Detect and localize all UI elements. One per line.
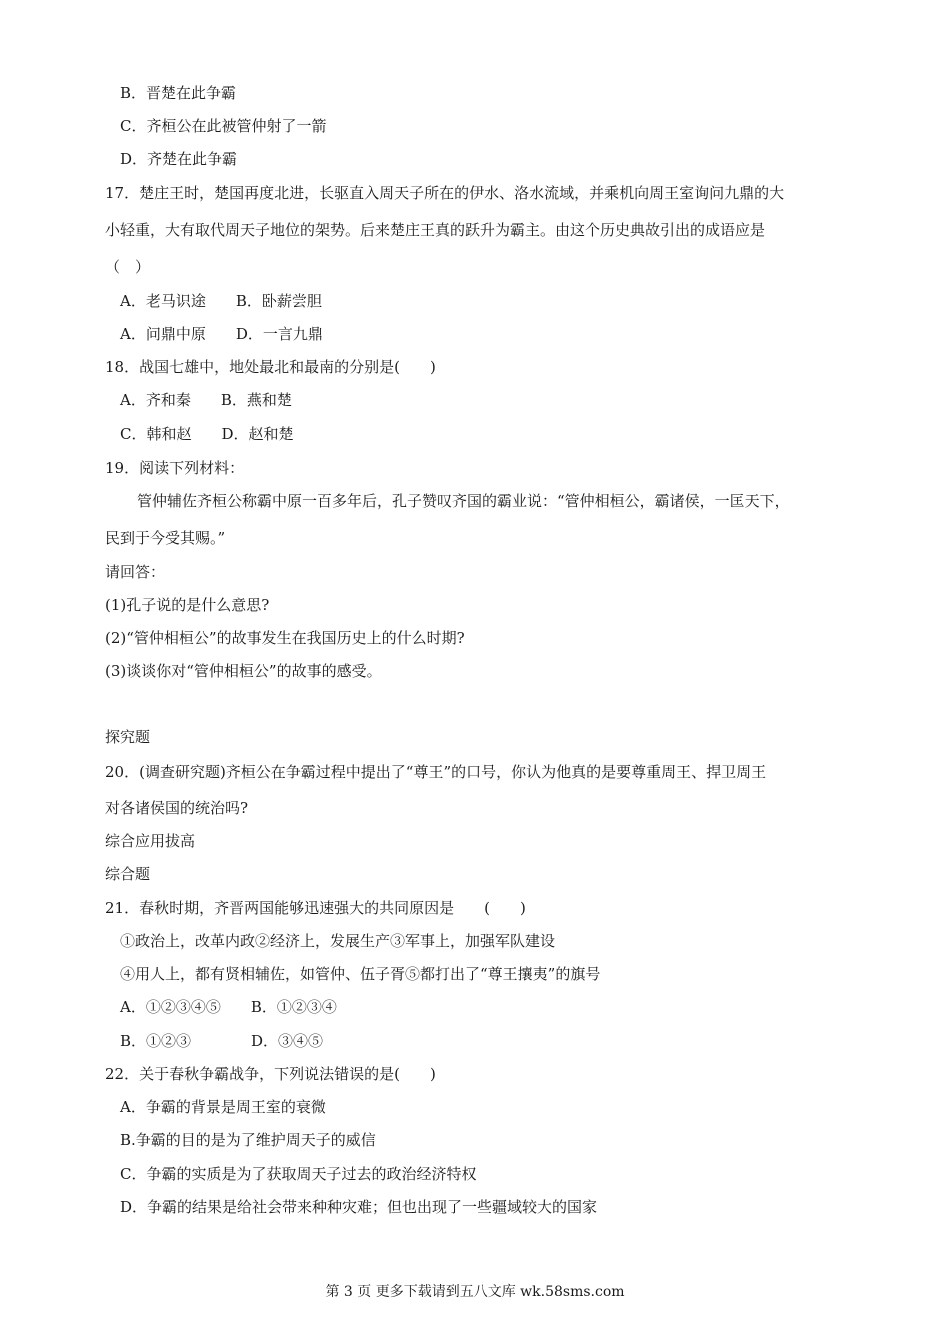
q18-options-row1: A．齐和秦 B．燕和楚 — [120, 391, 292, 409]
q21-items-line1: ①政治上，改革内政②经济上，发展生产③军事上，加强军队建设 — [120, 932, 556, 950]
q19-material-line1: 管仲辅佐齐桓公称霸中原一百多年后，孔子赞叹齐国的霸业说：“管仲相桓公，霸诸侯，一匡天下， — [137, 492, 790, 510]
q19-sub-question-2: (2)“管仲相桓公”的故事发生在我国历史上的什么时期? — [105, 629, 465, 647]
q22-option-d: D．争霸的结果是给社会带来种种灾难；但也出现了一些疆域较大的国家 — [120, 1198, 598, 1216]
q19-sub-question-1: (1)孔子说的是什么意思? — [105, 596, 270, 614]
q18-options-row2: C．韩和赵 D．赵和楚 — [120, 425, 294, 443]
q21-options-row2: B．①②③ D．③④⑤ — [120, 1032, 324, 1050]
q17-stem-line2: 小轻重，大有取代周天子地位的架势。后来楚庄王真的跃升为霸主。由这个历史典故引出的成语应是 — [105, 221, 766, 239]
q19-sub-question-3: (3)谈谈你对“管仲相桓公”的故事的感受。 — [105, 662, 382, 680]
q16-option-c: C．齐桓公在此被管仲射了一箭 — [120, 117, 327, 135]
q17-options-row2: A．问鼎中原 D．一言九鼎 — [120, 325, 323, 343]
q22-stem: 22．关于春秋争霸战争，下列说法错误的是( ) — [105, 1065, 436, 1083]
section-heading-comprehensive: 综合题 — [105, 865, 151, 883]
section-heading-apply: 综合应用拔高 — [105, 832, 196, 850]
q21-options-row1: A．①②③④⑤ B．①②③④ — [120, 998, 337, 1016]
q17-options-row1: A．老马识途 B．卧薪尝胆 — [120, 292, 322, 310]
q16-option-d: D．齐楚在此争霸 — [120, 150, 238, 168]
q17-stem-line3: （ ） — [105, 258, 151, 276]
q19-material-line2: 民到于今受其赐。” — [105, 529, 226, 547]
q20-stem-line2: 对各诸侯国的统治吗? — [105, 799, 249, 817]
q19-prompt: 请回答： — [105, 563, 166, 581]
q21-items-line2: ④用人上，都有贤相辅佐，如管仲、伍子胥⑤都打出了“尊王攘夷”的旗号 — [120, 965, 601, 983]
q20-stem-line1: 20．(调查研究题)齐桓公在争霸过程中提出了“尊王”的口号，你认为他真的是要尊重周王、捍卫周王 — [105, 763, 767, 781]
q16-option-b: B．晋楚在此争霸 — [120, 84, 237, 102]
section-heading-explore: 探究题 — [105, 728, 151, 746]
q22-option-c: C．争霸的实质是为了获取周天子过去的政治经济特权 — [120, 1165, 477, 1183]
q22-option-a: A．争霸的背景是周王室的衰微 — [120, 1098, 326, 1116]
q21-stem: 21．春秋时期，齐晋两国能够迅速强大的共同原因是 ( ) — [105, 899, 526, 917]
q19-stem: 19．阅读下列材料： — [105, 459, 245, 477]
q18-stem: 18．战国七雄中，地处最北和最南的分别是( ) — [105, 358, 436, 376]
q17-stem-line1: 17．楚庄王时，楚国再度北进，长驱直入周天子所在的伊水、洛水流域，并乘机向周王室询问九鼎的大 — [105, 184, 785, 202]
q22-option-b: B.争霸的目的是为了维护周天子的威信 — [120, 1131, 376, 1149]
page-footer: 第 3 页 更多下载请到五八文库 wk.58sms.com — [325, 1284, 625, 1300]
